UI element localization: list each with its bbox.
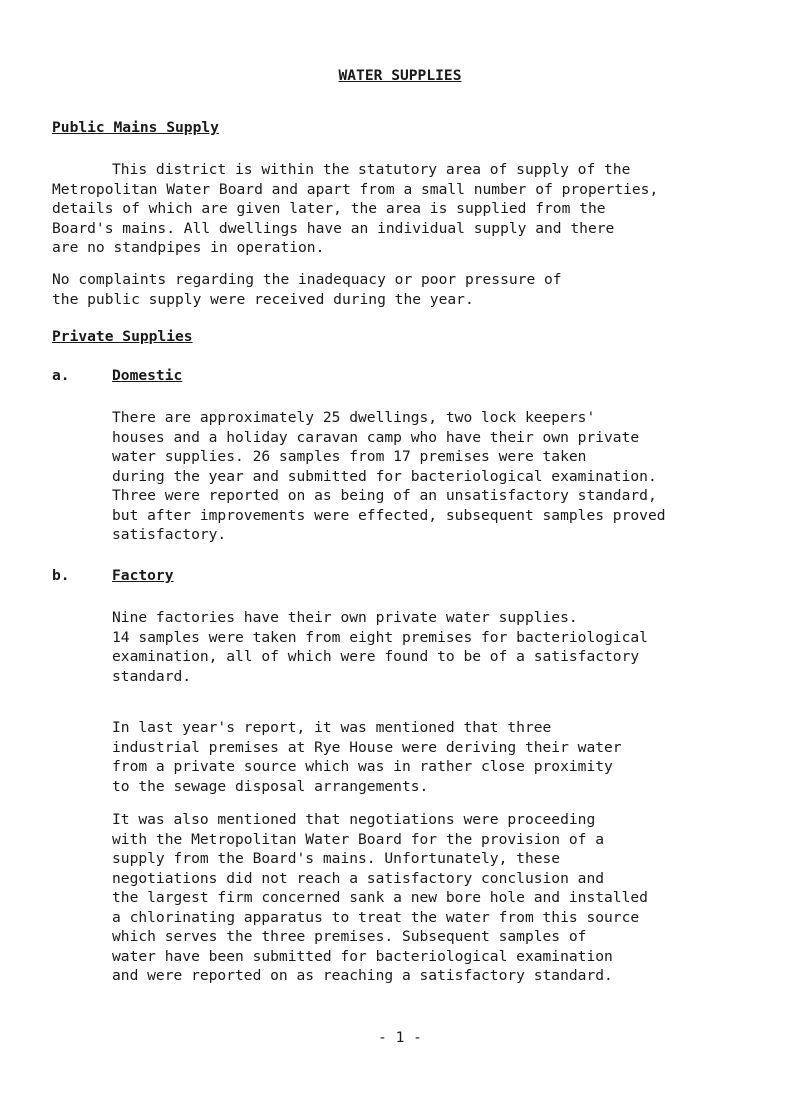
public-mains-heading: Public Mains Supply bbox=[52, 119, 219, 136]
domestic-marker: a. bbox=[52, 367, 70, 384]
factory-para-3: It was also mentioned that negotiations were proceeding with the Metropolitan Water Board for the provision of a supply from the Board's mains. Unfortunately, these negotiations did not reach a satisfactory conclusion and the largest firm concerned sank a new bore hole and installed a chlorinating apparatus to treat the water from this source which serves the three premises. Subsequent samples of water have been submitted for bacteriological examination and were reported on as reaching a satisfactory standard. bbox=[112, 811, 648, 984]
domestic-heading: Domestic bbox=[112, 367, 183, 384]
factory-para-1: Nine factories have their own private water supplies. 14 samples were taken from eight premises for bacteriological examination, all of which were found to be of a satisfactory standard. bbox=[112, 609, 648, 685]
factory-marker: b. bbox=[52, 567, 70, 584]
public-mains-para-2: No complaints regarding the inadequacy or poor pressure of the public supply were received during the year. bbox=[52, 271, 562, 308]
factory-heading: Factory bbox=[112, 567, 174, 584]
page-title: WATER SUPPLIES bbox=[338, 67, 462, 84]
factory-para-2: In last year's report, it was mentioned that three industrial premises at Rye House were deriving their water from a private source which was in rather close proximity to the sewage disposal arrangements. bbox=[112, 719, 622, 795]
page-number: - 1 - bbox=[378, 1029, 422, 1046]
public-mains-para-1: This district is within the statutory area of supply of the Metropolitan Water Board and apart from a small number of properties, details of which are given later, the area is supplied from the Board's mains. All dwellings have an individual supply and there are no standpipes in operation. bbox=[52, 161, 659, 256]
domestic-para: There are approximately 25 dwellings, two lock keepers' houses and a holiday caravan camp who have their own private water supplies. 26 samples from 17 premises were taken during the year and submitted for bacteriological examination. Three were reported on as being of an unsatisfactory standard, but after improvements were effected, subsequent samples proved satisfactory. bbox=[112, 409, 666, 543]
private-supplies-heading: Private Supplies bbox=[52, 328, 193, 345]
